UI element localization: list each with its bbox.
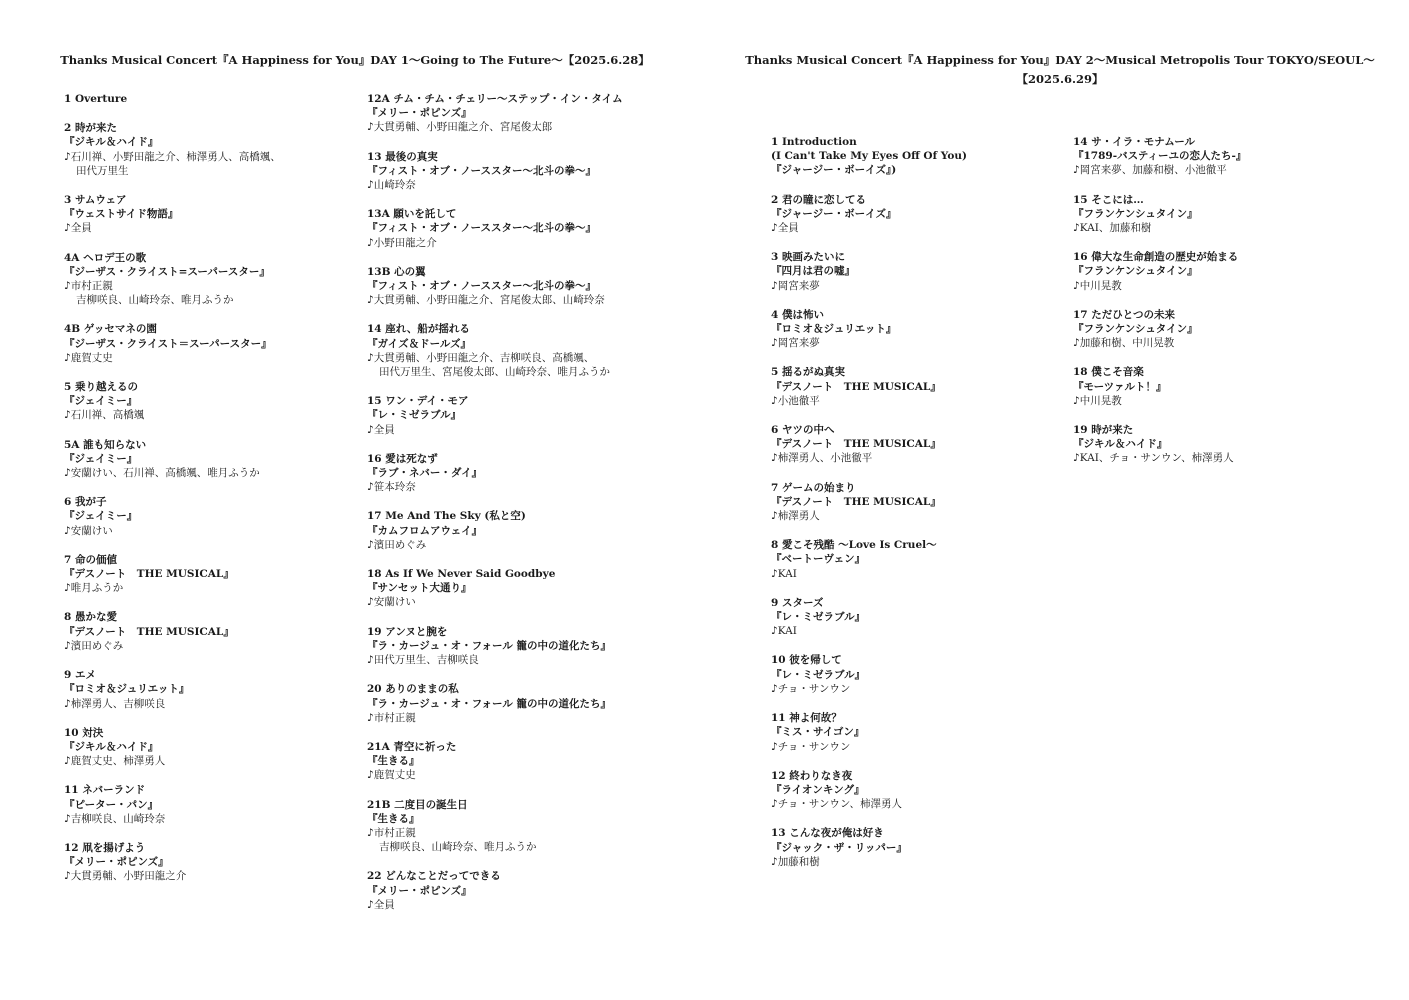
setlist-item (367, 740, 687, 783)
setlist-item (367, 265, 687, 308)
musical-title: 『フィスト・オブ・ノーススター〜北斗の拳〜』 (367, 222, 597, 235)
musical-title: 『ロミオ＆ジュリエット』 (771, 323, 897, 336)
performers: ♪濱田めぐみ (367, 538, 427, 551)
song-title: 6 ヤツの中へ (771, 424, 835, 437)
performers-continued: 吉柳咲良、山崎玲奈、唯月ふうか (379, 841, 537, 854)
setlist-item (367, 625, 687, 668)
performers: ♪KAI、チョ・サンウン、柿澤勇人 (1073, 452, 1234, 465)
musical-title: 『メリー・ポピンズ』 (64, 856, 169, 869)
performers: ♪唯月ふうか (64, 582, 124, 595)
day1-setlist-column-1 (64, 92, 384, 899)
musical-title: 『ガイズ＆ドールズ』 (367, 337, 472, 350)
song-title: 12 凧を揚げよう (64, 841, 146, 854)
setlist-item (367, 869, 687, 912)
song-title: 2 君の瞳に恋してる (771, 193, 866, 206)
setlist-item (771, 538, 1091, 581)
musical-title: 『フランケンシュタイン』 (1073, 207, 1198, 220)
performers: ♪小池徹平 (771, 394, 820, 407)
performers: ♪全員 (367, 898, 395, 911)
performers: ♪石川禅、小野田龍之介、柿澤勇人、高橋颯、 (64, 150, 281, 163)
musical-title: 『生きる』 (367, 812, 420, 825)
musical-title: 『ジーザス・クライスト=スーパースター』 (64, 265, 270, 278)
song-title: 7 命の価値 (64, 553, 117, 566)
musical-title: 『メリー・ポピンズ』 (367, 107, 472, 120)
setlist-item (64, 841, 384, 884)
performers: ♪全員 (64, 222, 92, 235)
setlist-item (367, 798, 687, 855)
performers: ♪チョ・サンウン (771, 740, 851, 753)
performers: ♪山崎玲奈 (367, 179, 416, 192)
song-title: 4 僕は怖い (771, 308, 824, 321)
song-title: 16 愛は死なず (367, 452, 438, 465)
performers: ♪柿澤勇人、吉柳咲良 (64, 697, 166, 710)
song-title: 5 乗り越えるの (64, 381, 138, 394)
performers-continued: 田代万里生、宮尾俊太郎、山崎玲奈、唯月ふうか (379, 366, 610, 379)
song-title: 20 ありのままの私 (367, 683, 459, 696)
musical-title: 『フランケンシュタイン』 (1073, 323, 1198, 336)
setlist-item (64, 322, 384, 365)
song-title: 14 座れ、船が揺れる (367, 323, 470, 336)
song-title: 3 サムウェア (64, 194, 127, 207)
setlist-item (64, 553, 384, 596)
musical-title: 『ジェイミー』 (64, 452, 138, 465)
song-title: 17 ただひとつの未来 (1073, 308, 1176, 321)
musical-title: 『ジェイミー』 (64, 510, 138, 523)
musical-title: 『メリー・ポピンズ』 (367, 884, 472, 897)
musical-title: 『ジキル＆ハイド』 (1073, 438, 1168, 451)
song-title: 12A チム・チム・チェリー〜ステップ・イン・タイム (367, 93, 623, 105)
musical-title: 『ピーター・パン』 (64, 798, 159, 811)
performers: ♪チョ・サンウン、柿澤勇人 (771, 798, 903, 811)
setlist-item (771, 653, 1091, 696)
setlist-item (1073, 193, 1393, 236)
musical-title: 『ラ・カージュ・オ・フォール 籠の中の道化たち』 (367, 639, 611, 652)
performers-continued: 吉柳咲良、山崎玲奈、唯月ふうか (76, 294, 234, 307)
setlist-item (64, 726, 384, 769)
musical-title: 『ライオンキング』 (771, 783, 865, 796)
song-title: 18 僕こそ音楽 (1073, 366, 1144, 379)
song-title: 9 エメ (64, 669, 96, 682)
song-title: 14 サ・イラ・モナムール (1073, 136, 1196, 148)
setlist-item (771, 423, 1091, 466)
setlist-item (771, 193, 1091, 236)
day2-title-text: Thanks Musical Concert『A Happiness for You』DAY 2〜Musical Metropolis Tour TOKYO/SEOUL〜 (745, 53, 1375, 67)
performers: ♪大貫勇輔、小野田龍之介、吉柳咲良、高橋颯、 (367, 351, 595, 364)
setlist-item (367, 150, 687, 193)
song-title: 10 対決 (64, 726, 104, 739)
setlist-item (64, 610, 384, 653)
song-title: 13 最後の真実 (367, 150, 438, 163)
song-title: 21B 二度目の誕生日 (367, 798, 468, 811)
song-title: 13 こんな夜が俺は好き (771, 827, 884, 840)
performers: ♪安蘭けい (64, 524, 113, 537)
musical-title: 『生きる』 (367, 755, 420, 768)
performers: ♪柿澤勇人 (771, 510, 820, 523)
setlist-item (367, 567, 687, 610)
performers: ♪岡宮来夢 (771, 337, 820, 350)
musical-title: 『ベートーヴェン』 (771, 553, 866, 566)
musical-title: 『デスノート THE MUSICAL』 (64, 625, 234, 638)
musical-title: 『1789-バスティーユの恋人たち-』 (1073, 150, 1247, 163)
song-title: 3 映画みたいに (771, 251, 845, 264)
musical-title: 『フランケンシュタイン』 (1073, 265, 1198, 278)
setlist-item (64, 251, 384, 308)
song-title: 6 我が子 (64, 496, 107, 509)
musical-title: 『ミス・サイゴン』 (771, 726, 865, 739)
musical-title: 『ロミオ＆ジュリエット』 (64, 683, 190, 696)
song-title: 21A 青空に祈った (367, 740, 457, 753)
song-title: 4A ヘロデ王の歌 (64, 251, 147, 264)
setlist-item (771, 596, 1091, 639)
performers-continued: 田代万里生 (76, 164, 129, 177)
day2-title (745, 51, 1375, 89)
performers: ♪鹿賀丈史、柿澤勇人 (64, 755, 166, 768)
musical-title: 『レ・ミゼラブル』 (771, 611, 866, 624)
song-title: 7 ゲームの始まり (771, 481, 856, 494)
song-title: 4B ゲッセマネの園 (64, 323, 157, 336)
performers: ♪KAI、加藤和樹 (1073, 222, 1152, 235)
performers: ♪KAI (771, 625, 797, 638)
setlist-item (1073, 308, 1393, 351)
musical-title: 『レ・ミゼラブル』 (367, 409, 462, 422)
song-title: 22 どんなことだってできる (367, 870, 501, 883)
setlist-item (64, 380, 384, 423)
performers: ♪小野田龍之介 (367, 236, 437, 249)
performers: ♪中川晃教 (1073, 394, 1122, 407)
setlist-item (64, 92, 384, 106)
performers: ♪柿澤勇人、小池徹平 (771, 452, 873, 465)
setlist-item (64, 438, 384, 481)
performers: ♪チョ・サンウン (771, 682, 851, 695)
performers: ♪大貫勇輔、小野田龍之介 (64, 870, 187, 883)
song-title: 1 Overture (64, 93, 128, 105)
setlist-item (64, 121, 384, 178)
musical-title: 『ウェストサイド物語』 (64, 208, 179, 221)
performers: ♪安蘭けい (367, 596, 416, 609)
performers: ♪岡宮来夢 (771, 279, 820, 292)
setlist-item (367, 509, 687, 552)
song-title: 19 アンヌと腕を (367, 625, 448, 638)
performers: ♪市村正親 (367, 711, 416, 724)
setlist-item (771, 135, 1091, 178)
setlist-item (367, 394, 687, 437)
musical-title: 『ジャック・ザ・リッパー』 (771, 841, 907, 854)
setlist-item (771, 308, 1091, 351)
song-title: 11 神よ何故？ (771, 712, 842, 725)
song-title: 5A 誰も知らない (64, 438, 147, 451)
musical-title: 『デスノート THE MUSICAL』 (64, 568, 234, 581)
musical-title: 『レ・ミゼラブル』 (771, 668, 866, 681)
song-title: 9 スターズ (771, 596, 824, 609)
performers: ♪加藤和樹 (771, 855, 820, 868)
setlist-item (64, 783, 384, 826)
performers: ♪鹿賀丈史 (64, 351, 113, 364)
performers: ♪濱田めぐみ (64, 639, 124, 652)
setlist-item (64, 495, 384, 538)
setlist-item (1073, 135, 1393, 178)
performers: ♪大貫勇輔、小野田龍之介、宮尾俊太郎 (367, 121, 553, 134)
song-title: 17 Me And The Sky (私と空) (367, 510, 526, 523)
song-title: 12 終わりなき夜 (771, 769, 853, 782)
performers: ♪全員 (771, 222, 799, 235)
musical-title: 『ジェイミー』 (64, 395, 138, 408)
musical-title: 『ジャージー・ボーイズ』 (771, 207, 897, 220)
setlist-item (1073, 365, 1393, 408)
musical-title: 『カムフロムアウェイ』 (367, 524, 483, 537)
musical-title: 『サンセット大通り』 (367, 582, 472, 595)
performers: ♪加藤和樹、中川晃教 (1073, 337, 1175, 350)
day2-setlist-column-2 (1073, 135, 1393, 481)
musical-title: 『ラ・カージュ・オ・フォール 籠の中の道化たち』 (367, 697, 611, 710)
song-title: 18 As If We Never Said Goodbye (367, 568, 556, 581)
setlist-item (1073, 250, 1393, 293)
performers: ♪全員 (367, 423, 395, 436)
setlist-item (1073, 423, 1393, 466)
song-subtitle: (I Can't Take My Eyes Off Of You) (771, 150, 967, 163)
song-title: 10 彼を帰して (771, 654, 842, 667)
song-title: 15 そこには… (1073, 193, 1144, 206)
setlist-item (64, 668, 384, 711)
musical-title: 『デスノート THE MUSICAL』 (771, 495, 941, 508)
song-title: 5 揺るがぬ真実 (771, 366, 845, 379)
performers: ♪石川禅、高橋颯 (64, 409, 145, 422)
musical-title: 『ジーザス・クライスト＝スーパースター』 (64, 337, 272, 350)
musical-title: 『ジキル＆ハイド』 (64, 740, 159, 753)
setlist-item (367, 322, 687, 379)
musical-title: 『四月は君の嘘』 (771, 265, 855, 278)
day2-setlist-column-1 (771, 135, 1091, 884)
performers: ♪KAI (771, 567, 797, 580)
song-title: 8 愛こそ残酷 〜Love Is Cruel〜 (771, 539, 937, 552)
setlist-item (771, 826, 1091, 869)
musical-title: 『ジキル＆ハイド』 (64, 136, 159, 149)
setlist-item (367, 92, 687, 135)
setlist-item (367, 452, 687, 495)
performers: ♪笹本玲奈 (367, 481, 416, 494)
performers: ♪中川晃教 (1073, 279, 1122, 292)
musical-title: 『モーツァルト！』 (1073, 380, 1167, 393)
performers: ♪吉柳咲良、山崎玲奈 (64, 812, 166, 825)
performers: ♪市村正親 (64, 280, 113, 293)
setlist-item (771, 250, 1091, 293)
setlist-item (367, 207, 687, 250)
performers: ♪田代万里生、吉柳咲良 (367, 654, 479, 667)
musical-title: 『フィスト・オブ・ノーススター〜北斗の拳〜』 (367, 280, 597, 293)
day2-date: 【2025.6.29】 (1016, 72, 1104, 86)
performers: ♪岡宮来夢、加藤和樹、小池徹平 (1073, 164, 1227, 177)
performers: ♪鹿賀丈史 (367, 769, 416, 782)
song-title: 15 ワン・デイ・モア (367, 395, 469, 408)
song-title: 16 偉大な生命創造の歴史が始まる (1073, 251, 1239, 264)
setlist-item (64, 193, 384, 236)
song-title: 8 愚かな愛 (64, 611, 117, 624)
song-title: 13A 願いを託して (367, 208, 457, 221)
setlist-item (771, 481, 1091, 524)
setlist-item (367, 682, 687, 725)
musical-title: 『ラブ・ネバー・ダイ』 (367, 467, 483, 480)
performers: ♪大貫勇輔、小野田龍之介、宮尾俊太郎、山崎玲奈 (367, 294, 605, 307)
musical-title: 『フィスト・オブ・ノーススター〜北斗の拳〜』 (367, 164, 597, 177)
setlist-item (771, 769, 1091, 812)
setlist-item (771, 711, 1091, 754)
setlist-item (771, 365, 1091, 408)
song-title: 11 ネバーランド (64, 784, 146, 797)
musical-title: 『デスノート THE MUSICAL』 (771, 380, 941, 393)
performers: ♪市村正親 (367, 826, 416, 839)
performers: ♪安蘭けい、石川禅、高橋颯、唯月ふうか (64, 467, 260, 480)
song-title: 19 時が来た (1073, 424, 1134, 437)
song-title: 13B 心の翼 (367, 265, 426, 278)
musical-title: 『ジャージー・ボーイズ』) (771, 164, 897, 177)
day1-setlist-column-2 (367, 92, 687, 927)
song-title: 2 時が来た (64, 122, 117, 135)
song-title: 1 Introduction (771, 136, 857, 148)
day1-title: Thanks Musical Concert『A Happiness for You』DAY 1〜Going to The Future〜【2025.6.28】 (60, 53, 650, 67)
musical-title: 『デスノート THE MUSICAL』 (771, 438, 941, 451)
